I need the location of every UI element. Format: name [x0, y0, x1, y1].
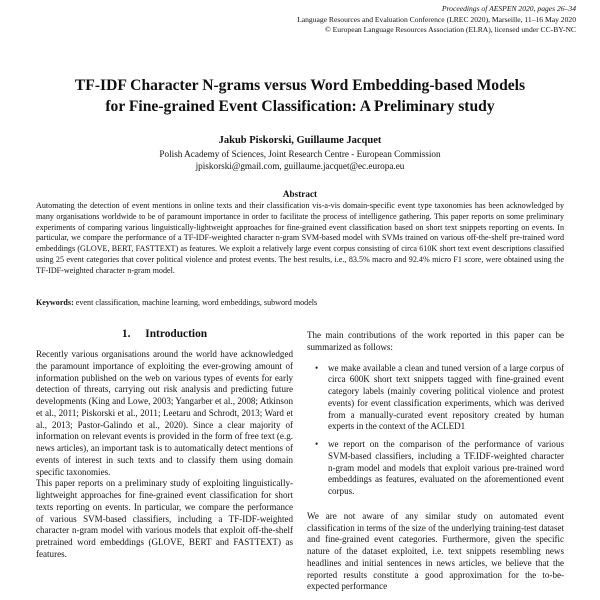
affiliation	[0, 149, 600, 172]
section-title: Introduction	[145, 328, 208, 340]
section-number: 1.	[121, 328, 131, 340]
intro-paragraph-1: Recently various organisations around the world have acknowledged the paramount importance of exploiting the ever-growing amount of information published on the web on various types of events for early detection of threats, carrying out risk analysis and predicting future developments (King and Lowe, 2003; Yangarber et al., 2008; Atkinson et al., 2011; Piskorski et al., 2011; Leetaru and Schrodt, 2013; Ward et al., 2013; Pastor-Galindo et al., 2020). Since a clear majority of information on relevant events is provided in the form of free text (e.g. news articles), an important task is to automatically detect mentions of events of interest in such texts and to classify them using domain specific taxonomies.	[36, 349, 293, 477]
contribution-item	[307, 363, 564, 434]
paper-title	[30, 76, 570, 117]
abstract-text: Automating the detection of event mentions in online texts and their classification vis-a-vis domain-specific event type taxonomies has been acknowledged by many organisations worldwide to be of paramount importance in order to facilitate the process of intelligence gathering. This paper reports on some preliminary experiments of comparing various linguistically-lightweight approaches for fine-grained event classification based on short text snippets reporting on events. In particular, we compare the performance of a TF-IDF-weighted character n-gram SVM-based model with SVMs trained on various off-the-shelf pre-trained word embeddings (GLOVE, BERT, FASTTEXT) as features. We exploit a relatively large event corpus consisting of circa 610K short text event descriptions classified using 25 event categories that cover political violence and protest events. The best results, i.e., 83.5% macro and 92.4% micro F1 score, were obtained using the TF-IDF-weighted character n-gram model.	[36, 201, 564, 275]
institution: Polish Academy of Sciences, Joint Research Centre - European Commission	[159, 149, 441, 159]
header-line-2: Language Resources and Evaluation Conference (LREC 2020), Marseille, 11–16 May 2020	[297, 14, 576, 24]
bullet-icon: •	[315, 362, 319, 373]
section-heading-introduction	[36, 328, 293, 341]
header-line-3: © European Language Resources Association (ELRA), licensed under CC-BY-NC	[324, 25, 576, 34]
intro-paragraph-2: This paper reports on a preliminary study of exploiting linguistically-lightweight approaches for fine-grained event classification for short texts reporting on events. In particular, we compare the performance of various SVM-based classifiers, including a TF-IDF-weighted character n-gram model with various models that exploit off-the-shelf pretrained word embeddings (GLOVE, BERT and FASTTEXT) as features.	[36, 478, 293, 559]
authors: Jakub Piskorski, Guillaume Jacquet	[218, 135, 382, 146]
right-column	[307, 330, 564, 593]
contributions-list	[307, 363, 564, 498]
left-column	[36, 328, 293, 561]
bullet-icon: •	[315, 439, 319, 449]
contributions-intro: The main contributions of the work reported in this paper can be summarized as follows:	[307, 330, 564, 352]
keywords	[36, 298, 564, 309]
contribution-1: we make available a clean and tuned version of a large corpus of circa 600K short text snippets tagged with fine-grained event category labels (mainly covering political violence and protest events) for event classification experiments, which was derived from a manually-curated event repository created by human experts in the context of the ACLED1	[328, 362, 564, 432]
proceedings-header	[297, 4, 576, 36]
keywords-text: event classification, machine learning, word embeddings, subword models	[75, 298, 318, 307]
header-line-1: Proceedings of AESPEN 2020, pages 26–34	[441, 4, 576, 13]
right-paragraph: We are not aware of any similar study on automated event classification in terms of the size of the underlying training-test dataset and fine-grained event categories. Furthermore, given the specific nature of the dataset exploited, i.e. text snippets resembling news headlines and initial sentences in news articles, we believe that the reported results constitute a good approximation for the to-be-expected performance	[307, 510, 564, 592]
contribution-2: we report on the comparison of the performance of various SVM-based classifiers, including a TF.IDF-weighted character n-gram model and models that exploit various pre-trained word embeddings as features, evaluated on the aforementioned event corpus.	[328, 439, 564, 496]
title-line-2: for Fine-grained Event Classification: A Preliminary study	[105, 97, 495, 115]
abstract-heading: Abstract	[282, 189, 318, 199]
contribution-item	[307, 439, 564, 498]
title-line-1: TF-IDF Character N-grams versus Word Embedding-based Models	[74, 77, 526, 94]
keywords-label: Keywords:	[36, 298, 74, 307]
emails: jpiskorski@gmail.com, guillaume.jacquet@ec.europa.eu	[195, 160, 405, 171]
